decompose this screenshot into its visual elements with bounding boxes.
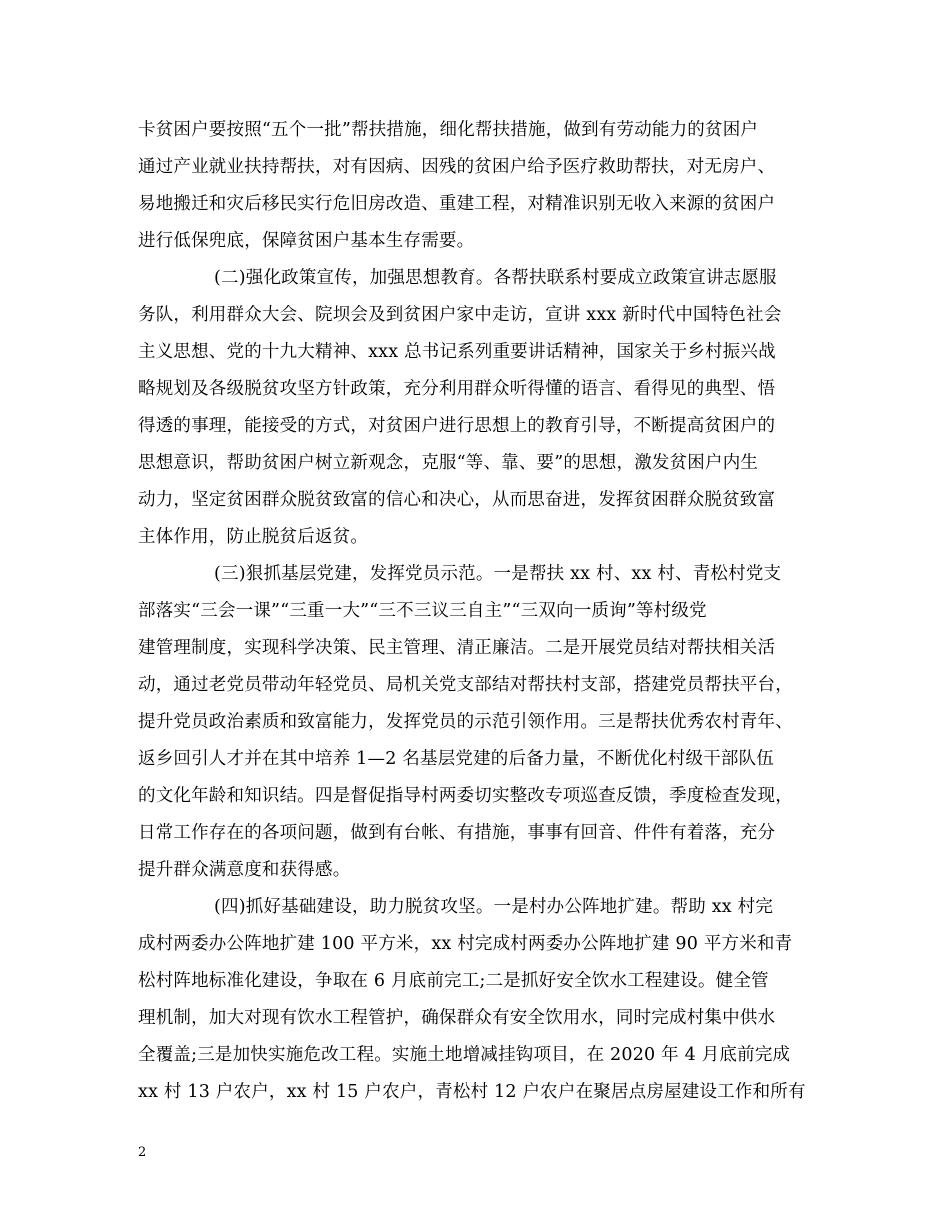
text-line: 进行低保兜底，保障贫困户基本生存需要。 xyxy=(138,231,475,251)
page-number: 2 xyxy=(138,1145,147,1160)
text-line: 建管理制度，实现科学决策、民主管理、清正廉洁。二是开展党员结对帮扶相关活 xyxy=(138,638,776,658)
text-line: 返乡回引人才并在其中培养 1—2 名基层党建的后备力量，不断优化村级干部队伍 xyxy=(138,749,774,769)
text-line: 日常工作存在的各项问题，做到有台帐、有措施，事事有回音、件件有着落，充分 xyxy=(138,823,776,843)
paragraph-4-heading-line: (四)抓好基础建设，助力脱贫攻坚。一是村办公阵地扩建。帮助 xx 村完 xyxy=(214,897,774,917)
text-line: 务队，利用群众大会、院坝会及到贫困户家中走访，宣讲 xxx 新时代中国特色社会 xyxy=(138,305,782,325)
text-line: 主义思想、党的十九大精神、xxx 总书记系列重要讲话精神，国家关于乡村振兴战 xyxy=(138,342,776,362)
text-line: 主体作用，防止脱贫后返贫。 xyxy=(138,527,369,547)
text-line: 略规划及各级脱贫攻坚方针政策，充分利用群众听得懂的语言、看得见的典型、悟 xyxy=(138,379,776,399)
text-line: 成村两委办公阵地扩建 100 平方米，xx 村完成村两委办公阵地扩建 90 平方米和青 xyxy=(138,934,793,954)
text-line: 部落实“三会一课”“三重一大”“三不三议三自主”“三双向一质询”等村级党 xyxy=(138,601,707,621)
text-line: 得透的事理，能接受的方式，对贫困户进行思想上的教育引导，不断提高贫困户的 xyxy=(138,416,776,436)
text-line: 全覆盖;三是加快实施危改工程。实施土地增减挂钩项目，在 2020 年 4 月底前完成 xyxy=(138,1045,791,1065)
text-line: 提升群众满意度和获得感。 xyxy=(138,860,351,880)
paragraph-3-heading-line: (三)狠抓基层党建，发挥党员示范。一是帮扶 xx 村、xx 村、青松村党支 xyxy=(214,564,782,584)
text-line: 提升党员政治素质和致富能力，发挥党员的示范引领作用。三是帮扶优秀农村青年、 xyxy=(138,712,793,732)
text-line: 动力，坚定贫困群众脱贫致富的信心和决心，从而思奋进，发挥贫困群众脱贫致富 xyxy=(138,490,776,510)
text-line: 通过产业就业扶持帮扶，对有因病、因残的贫困户给予医疗救助帮扶，对无房户、 xyxy=(138,157,776,177)
text-line: 的文化年龄和知识结。四是督促指导村两委切实整改专项巡查反馈，季度检查发现， xyxy=(138,786,793,806)
paragraph-2-heading-line: (二)强化政策宣传，加强思想教育。各帮扶联系村要成立政策宣讲志愿服 xyxy=(214,268,777,288)
text-line: 松村阵地标准化建设，争取在 6 月底前完工;二是抓好安全饮水工程建设。健全管 xyxy=(138,971,769,991)
text-line: 易地搬迁和灾后移民实行危旧房改造、重建工程，对精准识别无收入来源的贫困户 xyxy=(138,194,776,214)
text-line: 思想意识，帮助贫困户树立新观念，克服“等、靠、要”的思想，激发贫困户内生 xyxy=(138,453,759,473)
text-line: 动，通过老党员带动年轻党员、局机关党支部结对帮扶村支部，搭建党员帮扶平台， xyxy=(138,675,793,695)
text-line: 卡贫困户要按照“五个一批”帮扶措施，细化帮扶措施，做到有劳动能力的贫困户 xyxy=(138,120,759,140)
text-line: xx 村 13 户农户，xx 村 15 户农户，青松村 12 户农户在聚居点房屋建设工作和所有 xyxy=(138,1082,806,1102)
text-line: 理机制，加大对现有饮水工程管护，确保群众有安全饮用水，同时完成村集中供水 xyxy=(138,1008,776,1028)
